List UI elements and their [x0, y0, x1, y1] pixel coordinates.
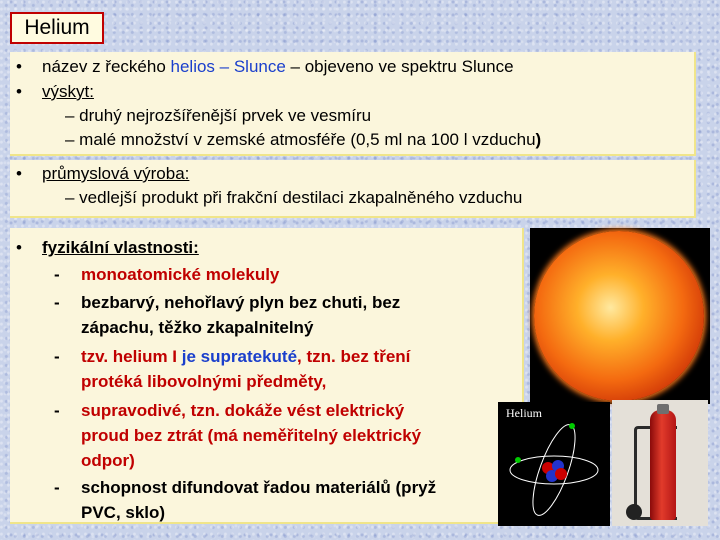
item-dash: -	[54, 478, 60, 497]
property-diffusion-cont: PVC, sklo)	[81, 503, 166, 522]
property-monoatomic: monoatomické molekuly	[81, 265, 280, 284]
helios-word: helios	[170, 57, 215, 76]
bullet-icon: •	[16, 57, 22, 76]
atmosphere-text: – malé množství v zemské atmosféře (0,5 ml na 100 l vzduchu	[65, 130, 536, 149]
bullet-icon: •	[16, 82, 22, 101]
property-superconductive	[81, 401, 404, 421]
item-dash: -	[54, 347, 60, 366]
production-text-box	[10, 160, 696, 218]
superconductive-text: , tzn. dokáže vést elektrický	[181, 401, 405, 420]
property-colorless: bezbarvý, nehořlavý plyn bez chuti, bez	[81, 293, 401, 312]
item-dash: -	[54, 401, 60, 420]
atom-label: Helium	[506, 406, 542, 420]
property-colorless-cont: zápachu, těžko zkapalnitelný	[81, 318, 314, 337]
name-origin-text: název z řeckého	[42, 57, 171, 76]
helium-i-text: tzv. helium I	[81, 347, 178, 366]
no-friction-text: , tzn. bez tření	[297, 347, 411, 366]
properties-text-box	[10, 228, 524, 524]
occurrence-atmosphere	[65, 130, 541, 150]
dash-text: –	[214, 57, 234, 76]
property-diffusion: schopnost difundovat řadou materiálů (pryž	[81, 478, 437, 497]
name-origin-line	[42, 57, 514, 77]
properties-heading: fyzikální vlastnosti:	[42, 238, 199, 257]
production-heading: průmyslová výroba:	[42, 164, 190, 183]
property-superconductive-cont2: odpor)	[81, 451, 135, 470]
slide-title: Helium	[10, 12, 104, 44]
property-superconductive-cont: proud bez ztrát (má neměřitelný elektrický	[81, 426, 422, 445]
bullet-icon: •	[16, 238, 22, 257]
bullet-icon: •	[16, 164, 22, 183]
spectrum-text: – objeveno ve spektru Slunce	[285, 57, 514, 76]
closing-paren: )	[535, 130, 542, 149]
intro-text-box	[10, 52, 696, 156]
item-dash: -	[54, 293, 60, 312]
superconductive-word: supravodivé	[81, 401, 182, 420]
production-detail: – vedlejší produkt při frakční destilaci zkapalněného vzduchu	[65, 188, 523, 207]
superfluid-word: supratekuté	[200, 347, 298, 366]
helium-cylinder	[650, 410, 676, 520]
trolley-wheel	[626, 504, 642, 520]
sun-disc	[534, 231, 704, 401]
occurrence-universe: – druhý nejrozšířenější prvek ve vesmíru	[65, 106, 372, 125]
property-superfluid	[81, 347, 410, 367]
cylinder-valve	[657, 404, 669, 414]
is-text: je	[177, 347, 201, 366]
occurrence-heading: výskyt:	[42, 82, 94, 101]
item-dash: -	[54, 265, 60, 284]
property-superfluid-cont: protéká libovolnými předměty,	[81, 372, 327, 391]
slunce-word: Slunce	[233, 57, 286, 76]
